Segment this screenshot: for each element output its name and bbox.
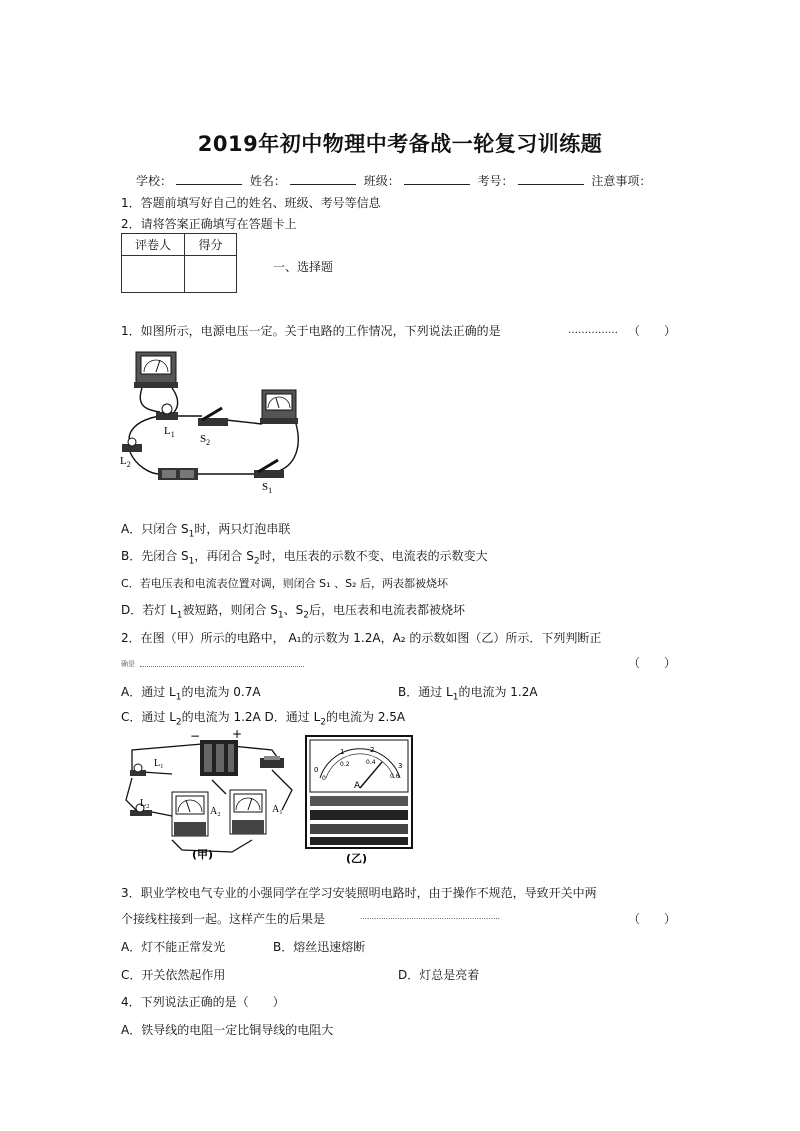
reviewer-cell [122, 256, 185, 293]
q2-option-a: A．通过 $L_1$的电流为 0.7A [121, 685, 261, 703]
exam-no-blank [518, 172, 584, 185]
page-title: 2019年初中物理中考备战一轮复习训练题 [197, 132, 603, 156]
reviewer-header: 评卷人 [122, 234, 185, 256]
q2-line2-prefix: 确是 [121, 660, 135, 668]
scale-bottom-1: 0.2 [340, 761, 350, 768]
plus-label: + [232, 730, 243, 741]
scale-bottom-3: 0.6 [390, 773, 400, 780]
label-l2: L₂ [140, 798, 150, 809]
label-s1: $S_1$ [262, 481, 273, 494]
ammeter [260, 390, 298, 424]
q3-option-b: B．熔丝迅速熔断 [273, 940, 366, 954]
info-line [136, 172, 651, 189]
q1-paren: （ ） [628, 324, 677, 338]
q1-stem: 1．如图所示，电源电压一定。关于电路的工作情况，下列说法正确的是 [121, 324, 501, 338]
ammeter-a2 [172, 792, 208, 836]
q2-dotted-line [140, 666, 304, 667]
caption-yi: (乙) [346, 852, 368, 865]
q3-stem: 3．职业学校电气专业的小强同学在学习安装照明电路时，由于操作不规范，导致开关中两 [121, 886, 597, 900]
scale-top-3: 3 [398, 762, 403, 770]
q2-option-b: B．通过 $L_1$的电流为 1.2A [398, 685, 538, 703]
q3-option-d: D．灯总是亮着 [398, 968, 480, 982]
switch-s2 [198, 408, 228, 426]
ammeter-a1 [230, 790, 266, 834]
name-label: 姓名： [249, 174, 286, 188]
meter-unit-label: A [354, 781, 361, 791]
battery [200, 740, 238, 776]
score-cell [185, 256, 237, 293]
battery [158, 468, 198, 480]
voltmeter [134, 352, 178, 388]
school-label: 学校： [136, 174, 173, 188]
class-label: 班级： [363, 174, 400, 188]
instruction-2: 2．请将答案正确填写在答题卡上 [121, 217, 297, 231]
instruction-1: 1．答题前填写好自己的姓名、班级、考号等信息 [121, 196, 381, 210]
q1-circuit-figure [116, 346, 306, 494]
exam-no-label: 考号： [477, 174, 514, 188]
school-blank [176, 172, 242, 185]
q2-stem: 2．在图（甲）所示的电路中， A₁的示数为 1.2A，A₂ 的示数如图（乙）所示．下列判断正 [121, 631, 602, 645]
q3-paren: （ ） [628, 912, 677, 926]
name-blank [290, 172, 356, 185]
q1-option-a: A．只闭合 $S_1$时，两只灯泡串联 [121, 522, 291, 540]
score-header: 得分 [185, 234, 237, 256]
q3-line2: 个接线柱接到一起。这样产生的后果是 [121, 912, 326, 926]
q1-option-b: B．先闭合 $S_1$，再闭合 $S_2$时，电压表的示数不变、电流表的示数变大 [121, 549, 488, 567]
scale-top-2: 2 [370, 746, 375, 754]
scale-bottom-0: 0 [322, 775, 326, 782]
label-l2: $L_2$ [120, 455, 131, 469]
minus-label: − [190, 730, 201, 743]
scale-top-1: 1 [340, 748, 345, 756]
q4-stem: 4．下列说法正确的是（ ） [121, 995, 285, 1009]
label-a2: A₂ [210, 806, 221, 817]
label-s2: $S_2$ [200, 433, 211, 447]
grade-table [121, 233, 237, 293]
switch-s1 [254, 460, 284, 478]
q2-option-c-d: C．通过 $L_2$的电流为 1.2A D．通过 $L_2$的电流为 2.5A [121, 710, 406, 728]
label-a1: A₁ [272, 804, 283, 815]
switch [260, 756, 284, 768]
q3-option-c: C．开关依然起作用 [121, 968, 226, 982]
q1-option-d: D．若灯 $L_1$被短路，则闭合 $S_1$、$S_2$后，电压表和电流表都被烧坏 [121, 603, 466, 621]
lamp-l2 [122, 438, 142, 452]
class-blank [404, 172, 470, 185]
q3-dots: …………………………………………………… [360, 913, 500, 921]
q3-option-a: A．灯不能正常发光 [121, 940, 226, 954]
q2-paren: （ ） [628, 656, 677, 670]
q2-figure-jia [122, 730, 302, 865]
caption-jia: (甲) [192, 848, 214, 861]
label-l1: $L_1$ [164, 425, 175, 439]
section-heading: 一、选择题 [273, 260, 334, 274]
q4-option-a: A．铁导线的电阻一定比铜导线的电阻大 [121, 1023, 334, 1037]
q1-option-c: C．若电压表和电流表位置对调，则闭合 S₁ 、S₂ 后，两表都被烧坏 [121, 577, 448, 590]
q1-dots: …………… [568, 325, 618, 336]
label-l1: L₁ [154, 758, 164, 769]
q2-figure-yi [304, 734, 416, 866]
notes-label: 注意事项： [591, 174, 652, 188]
scale-top-0: 0 [314, 766, 319, 774]
scale-bottom-2: 0.4 [366, 759, 376, 766]
lamp-l1 [156, 404, 178, 420]
